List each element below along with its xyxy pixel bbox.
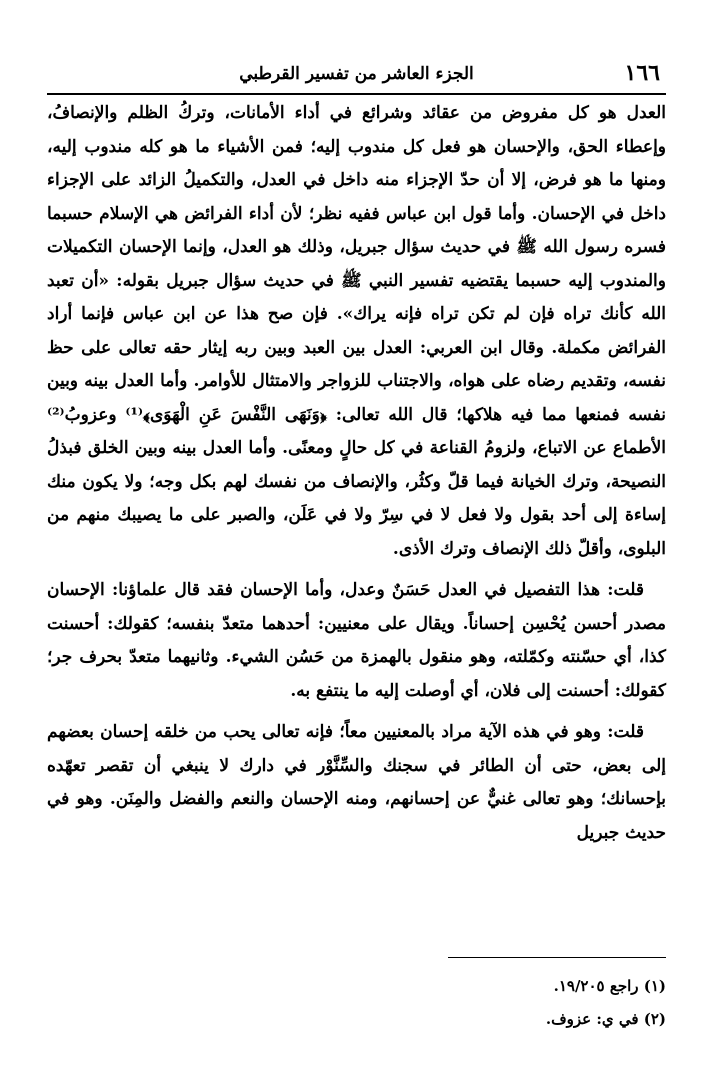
paragraph: العدل هو كل مفروض من عقائد وشرائع في أداء الأمانات، وتركُ الظلم والإنصافُ، وإعطاء الحق، والإحسان هو فعل كل مندوب إليه؛ فمن الأشياء ما هو كله مندوب إليه، ومنها ما هو فرض، إلا أن حدّ الإجزاء منه داخل في العدل، والتكميلُ الزائد على الإجزاء داخل في الإحسان. وأما قول ابن عباس ففيه نظر؛ لأن أداء الفرائض هي الإسلام حسبما فسره رسول الله ﷺ في حديث سؤال جبريل، وذلك هو العدل، وإنما الإحسان التكميلات والمندوب إليه حسبما يقتضيه تفسير النبي ﷺ في حديث سؤال جبريل بقوله: «أن تعبد الله كأنك تراه فإن لم تكن تراه فإنه يراك». فإن صح هذا عن ابن عباس فإنما أراد الفرائض مكملة. وقال ابن العربي: العدل بين العبد وبين ربه إيثار حقه تعالى على حظ نفسه، وتقديم رضاه على هواه، والاجتناب للزواجر والامتثال للأوامر. وأما العدل بينه وبين نفسه فمنعها مما فيه هلاكها؛ قال الله تعالى: ﴿وَنَهَى النَّفْسَ عَنِ الْهَوَى﴾⁽¹⁾ وعزوبُ⁽²⁾ الأطماع عن الاتباع، ولزومُ القناعة في كل حالٍ ومعنًى. وأما العدل بينه وبين الخلق فبذلُ النصيحة، وترك الخيانة فيما قلّ وكثُر، والإنصاف من نفسك لهم بكل وجه؛ ولا يكون منك إساءة إلى أحد بقول ولا فعل لا في سِرّ ولا في عَلَن، والصبر على ما يصيبك منهم من البلوى، وأقلّ ذلك الإنصاف وترك الأذى.	[47, 103, 666, 559]
paragraph: قلت: وهو في هذه الآية مراد بالمعنيين معاً؛ فإنه تعالى يحب من خلقه إحسان بعضهم إلى بعض، حتى أن الطائر في سجنك والسِّنَّوْر في دارك لا ينبغي أن تقصر تعهّده بإحسانك؛ وهو تعالى غنيٌّ عن إحسانهم، ومنه الإحسان والنعم والفضل والمِنَن. وهو في حديث جبريل	[47, 722, 666, 843]
footnotes	[47, 970, 666, 1036]
page-header	[47, 56, 666, 90]
page-number: ١٦٦	[624, 60, 660, 86]
footnote: (٢) في ي: عزوف.	[545, 1010, 666, 1028]
paragraph: قلت: هذا التفصيل في العدل حَسَنٌ وعدل، وأما الإحسان فقد قال علماؤنا: الإحسان مصدر أحسن يُحْسِن إحساناً. ويقال على معنيين: أحدهما متعدّ بنفسه؛ كقولك: أحسنت كذا، أي حسّنته وكمّلته، وهو منقول بالهمزة من حَسُن الشيء. وثانيهما متعدّ بحرف جر؛ كقولك: أحسنت إلى فلان، أي أوصلت إليه ما ينتفع به.	[47, 580, 666, 701]
running-title: الجزء العاشر من تفسير القرطبي	[239, 64, 474, 84]
main-text	[47, 97, 666, 850]
header-divider	[47, 93, 666, 95]
footnote-divider	[448, 957, 666, 958]
footnote: (١) راجع ١٩/٢٠٥.	[553, 977, 666, 995]
